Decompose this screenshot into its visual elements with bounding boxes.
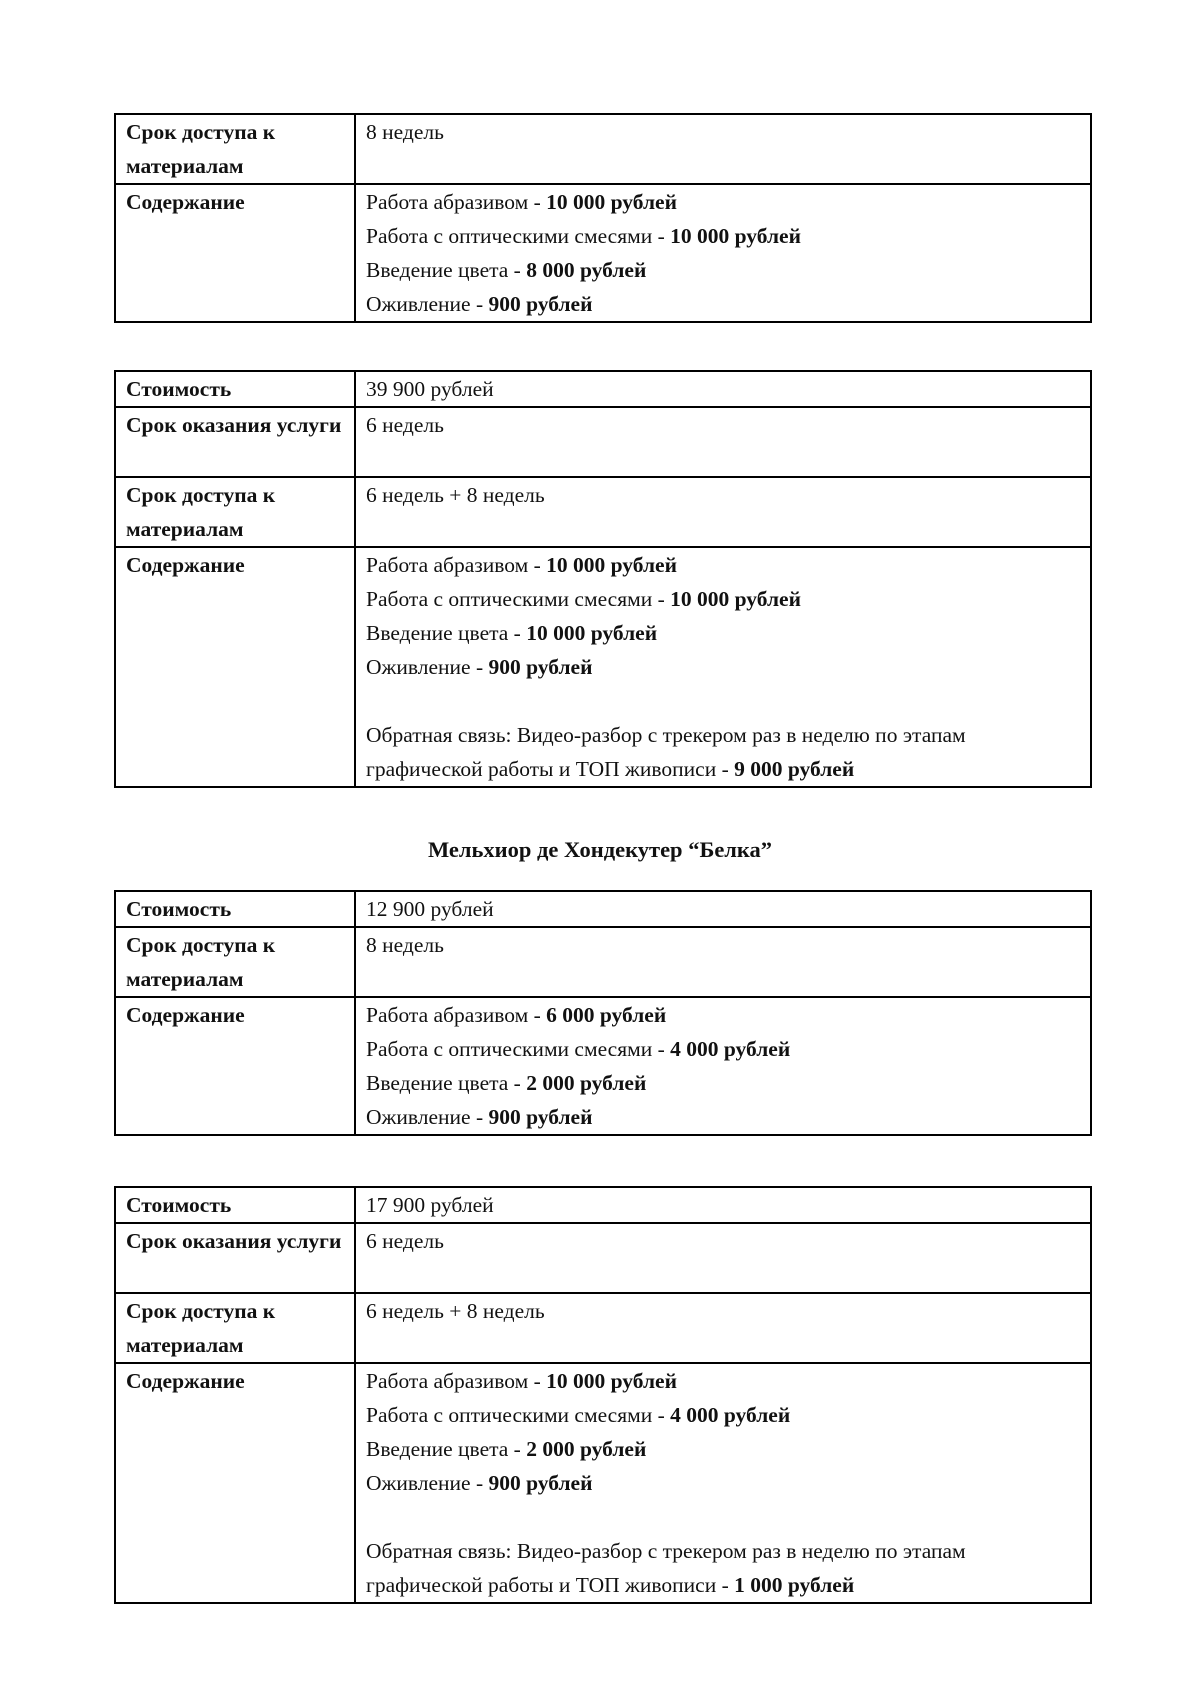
spacer bbox=[366, 1500, 1080, 1534]
table-row bbox=[115, 1293, 1091, 1363]
table-row bbox=[115, 547, 1091, 787]
content-text: Работа абразивом - bbox=[366, 190, 547, 214]
content-amount: 2 000 рублей bbox=[526, 1071, 647, 1095]
content-line bbox=[366, 1398, 1080, 1432]
content-list bbox=[355, 997, 1091, 1135]
content-amount: 2 000 рублей bbox=[526, 1437, 647, 1461]
row-value: 6 недель + 8 недель bbox=[355, 1293, 1091, 1363]
content-text: Введение цвета - bbox=[366, 621, 527, 645]
row-value: 39 900 рублей bbox=[355, 371, 1091, 407]
content-text: Оживление - bbox=[366, 655, 489, 679]
content-amount: 10 000 рублей bbox=[546, 190, 677, 214]
content-amount: 6 000 рублей bbox=[546, 1003, 667, 1027]
content-list bbox=[355, 547, 1091, 787]
content-text: Введение цвета - bbox=[366, 1071, 527, 1095]
content-amount: 10 000 рублей bbox=[526, 621, 658, 645]
table-row bbox=[115, 184, 1091, 322]
table-row bbox=[115, 371, 1091, 407]
content-amount: 4 000 рублей bbox=[670, 1403, 791, 1427]
content-text: Работа с оптическими смесями - bbox=[366, 224, 671, 248]
feedback-text: графической работы и ТОП живописи - bbox=[366, 757, 735, 781]
content-amount: 900 рублей bbox=[488, 655, 593, 679]
row-label: Срок доступа к материалам bbox=[115, 927, 355, 997]
content-line bbox=[366, 219, 1080, 253]
row-label: Срок оказания услуги bbox=[115, 1223, 355, 1293]
pricing-table-3 bbox=[114, 890, 1092, 1136]
feedback-text: графической работы и ТОП живописи - bbox=[366, 1573, 735, 1597]
spacer bbox=[366, 684, 1080, 718]
table-row bbox=[115, 114, 1091, 184]
content-line bbox=[366, 582, 1080, 616]
content-amount: 900 рублей bbox=[488, 1105, 593, 1129]
content-line bbox=[366, 548, 1080, 582]
content-line bbox=[366, 1032, 1080, 1066]
content-amount: 8 000 рублей bbox=[526, 258, 647, 282]
table-row bbox=[115, 477, 1091, 547]
row-label: Стоимость bbox=[115, 371, 355, 407]
content-list bbox=[355, 1363, 1091, 1603]
content-line bbox=[366, 1066, 1080, 1100]
content-text: Оживление - bbox=[366, 1105, 489, 1129]
row-value: 17 900 рублей bbox=[355, 1187, 1091, 1223]
content-text: Оживление - bbox=[366, 1471, 489, 1495]
content-text: Работа с оптическими смесями - bbox=[366, 587, 671, 611]
section-heading: Мельхиор де Хондекутер “Белка” bbox=[427, 837, 773, 862]
row-value: 6 недель bbox=[355, 1223, 1091, 1293]
content-line bbox=[366, 185, 1080, 219]
content-amount: 10 000 рублей bbox=[670, 587, 801, 611]
content-amount: 4 000 рублей bbox=[670, 1037, 791, 1061]
table-row bbox=[115, 407, 1091, 477]
row-label: Содержание bbox=[115, 184, 355, 322]
table-row bbox=[115, 1223, 1091, 1293]
content-text: Введение цвета - bbox=[366, 1437, 527, 1461]
content-text: Работа абразивом - bbox=[366, 1369, 547, 1393]
row-value: 12 900 рублей bbox=[355, 891, 1091, 927]
content-amount: 10 000 рублей bbox=[670, 224, 801, 248]
table-row bbox=[115, 997, 1091, 1135]
row-label: Срок доступа к материалам bbox=[115, 114, 355, 184]
row-label: Содержание bbox=[115, 547, 355, 787]
content-line bbox=[366, 1100, 1080, 1134]
content-text: Работа с оптическими смесями - bbox=[366, 1037, 671, 1061]
content-list bbox=[355, 184, 1091, 322]
content-text: Работа с оптическими смесями - bbox=[366, 1403, 671, 1427]
table-row bbox=[115, 891, 1091, 927]
row-label: Стоимость bbox=[115, 891, 355, 927]
content-line bbox=[366, 616, 1080, 650]
feedback-amount: 1 000 рублей bbox=[734, 1573, 855, 1597]
feedback-amount: 9 000 рублей bbox=[734, 757, 855, 781]
pricing-table-1 bbox=[114, 113, 1092, 323]
content-amount: 900 рублей bbox=[488, 292, 593, 316]
content-amount: 10 000 рублей bbox=[546, 553, 677, 577]
feedback-line: Обратная связь: Видео-разбор с трекером раз в неделю по этапам bbox=[366, 723, 966, 747]
feedback-line bbox=[366, 1568, 1080, 1602]
row-label: Срок доступа к материалам bbox=[115, 1293, 355, 1363]
table-row bbox=[115, 1187, 1091, 1223]
content-line bbox=[366, 998, 1080, 1032]
pricing-table-2 bbox=[114, 370, 1092, 788]
row-label: Срок доступа к материалам bbox=[115, 477, 355, 547]
content-line bbox=[366, 1432, 1080, 1466]
row-value: 8 недель bbox=[355, 927, 1091, 997]
content-line bbox=[366, 1466, 1080, 1500]
table-row bbox=[115, 1363, 1091, 1603]
content-amount: 10 000 рублей bbox=[546, 1369, 677, 1393]
content-line bbox=[366, 253, 1080, 287]
row-value: 8 недель bbox=[355, 114, 1091, 184]
table-row bbox=[115, 927, 1091, 997]
row-value: 6 недель bbox=[355, 407, 1091, 477]
content-amount: 900 рублей bbox=[488, 1471, 593, 1495]
feedback-line: Обратная связь: Видео-разбор с трекером раз в неделю по этапам bbox=[366, 1539, 966, 1563]
content-text: Работа абразивом - bbox=[366, 1003, 547, 1027]
row-label: Срок оказания услуги bbox=[115, 407, 355, 477]
content-text: Введение цвета - bbox=[366, 258, 527, 282]
content-line bbox=[366, 1364, 1080, 1398]
row-label: Стоимость bbox=[115, 1187, 355, 1223]
content-text: Оживление - bbox=[366, 292, 489, 316]
row-label: Содержание bbox=[115, 997, 355, 1135]
pricing-table-4 bbox=[114, 1186, 1092, 1604]
feedback-line bbox=[366, 752, 1080, 786]
content-text: Работа абразивом - bbox=[366, 553, 547, 577]
row-label: Содержание bbox=[115, 1363, 355, 1603]
row-value: 6 недель + 8 недель bbox=[355, 477, 1091, 547]
content-line bbox=[366, 650, 1080, 684]
content-line bbox=[366, 287, 1080, 321]
